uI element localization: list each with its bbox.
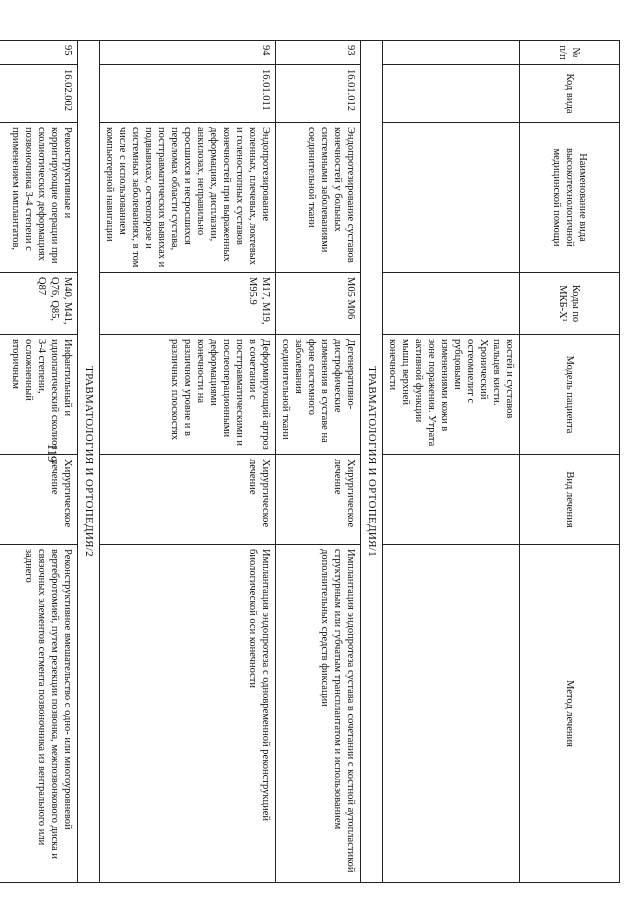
rotated-table-wrapper: [10, 40, 620, 882]
header-name: Наименование вида высокотехнологичной медицинской помощи: [520, 123, 620, 273]
section-header-2: [78, 41, 100, 883]
cell-code: 16.02.002: [0, 65, 78, 123]
page-number: 119: [45, 443, 60, 463]
table-row-continued: [383, 41, 520, 883]
table-row: [0, 41, 78, 883]
header-mkb: Коды по МКБ-X¹: [520, 273, 620, 335]
cell-vid: Хирургическое лечение: [0, 455, 78, 545]
header-vid: Вид лечения: [520, 455, 620, 545]
cell-mkb: M40, M41, Q76, Q85, Q87: [0, 273, 78, 335]
header-num: № п/п: [520, 41, 620, 65]
cell-vid: Хирургическое лечение: [276, 455, 361, 545]
table-row: [276, 41, 361, 883]
section-title: ТРАВМАТОЛОГИЯ И ОРТОПЕДИЯ/1: [361, 41, 383, 883]
header-model: Модель пациента: [520, 335, 620, 455]
table-row: [100, 41, 276, 883]
header-code: Код вида: [520, 65, 620, 123]
document-sheet: [10, 40, 620, 882]
cell-model: костей и суставов пальцев кисти. Хронический остеомиелит с рубцовыми изменениями кожи в зоне поражения. Утрата активной функции мышц верхней конечности: [383, 335, 520, 455]
vmp-table: [0, 40, 620, 883]
cell-model: Дегенеративно-дистрофические изменения в суставе на фоне системного заболевания соединительной ткани: [276, 335, 361, 455]
cell-vid: Хирургическое лечение: [100, 455, 276, 545]
cell-name: Эндопротезирование суставов конечностей у больных системными заболеваниями соединительной ткани: [276, 123, 361, 273]
cell-num: 94: [100, 41, 276, 65]
cell-model: Деформирующий артроз в сочетании с посттравматическими и послеоперационными деформациями конечности на различном уровне и в различных плоскостях: [100, 335, 276, 455]
cell-mkb: M05 M06: [276, 273, 361, 335]
cell-method: Имплантация эндопротеза с одновременной реконструкцией биологической оси конечности: [100, 545, 276, 883]
cell-num: 95: [0, 41, 78, 65]
cell-num: 93: [276, 41, 361, 65]
section-title: ТРАВМАТОЛОГИЯ И ОРТОПЕДИЯ/2: [78, 41, 100, 883]
cell-code: 16.01.011: [100, 65, 276, 123]
cell-model: Инфантильный и идиопатический сколиоз 3-4 степени, осложненный вторичным: [0, 335, 78, 455]
cell-method: Реконструктивное вмешательство с одно- или многоуровневой вертебротомией, путем резекции позвонка, межпозвонкового диска и связочных элементов сегмента позвоночника из вентрального или заднего: [0, 545, 78, 883]
cell-code: 16.01.012: [276, 65, 361, 123]
header-method: Метод лечения: [520, 545, 620, 883]
cell-mkb: M17, M19, M95.9: [100, 273, 276, 335]
cell-name: Реконструктивные и корригирующие операции при сколиотических деформациях позвоночника 3-4 степени с применением имплантатов,: [0, 123, 78, 273]
cell-method: Имплантация эндопротеза сустава в сочетании с костной аутопластикой структурным или губчатым трансплантатом и использованием дополнительных средств фиксации: [276, 545, 361, 883]
header-row: [520, 41, 620, 883]
section-header-1: [361, 41, 383, 883]
cell-name: Эндопротезирование коленных, плечевых, локтевых и голеностопных суставов конечностей при выраженных деформациях, дисплазии, анкилозах, неправильно сросшихся и несросшихся переломах области сустава, посттравматических вывихах и подвывихах, остеопорозе и системных заболеваниях, в том числе с использованием компьютерной навигации: [100, 123, 276, 273]
